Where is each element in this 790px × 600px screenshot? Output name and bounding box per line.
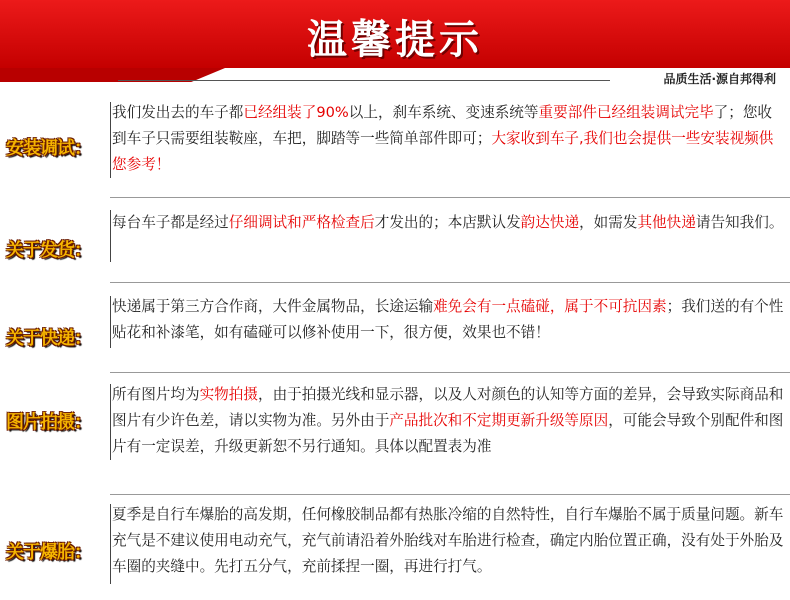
- section-install: [0, 100, 790, 200]
- section-text: 夏季是自行车爆胎的高发期，任何橡胶制品都有热胀冷缩的自然特性，自行车爆胎不属于质量问题。新车充气是不建议使用电动充气，充气前请沿着外胎线对车胎进行检查，确定内胎位置正确，没有处于外胎及车圈的夹缝中。先打五分气，充前揉捏一圈，再进行打气。: [112, 506, 784, 575]
- section-divider: [110, 102, 111, 178]
- section-courier: [0, 294, 790, 374]
- section-separator: [110, 282, 790, 283]
- section-text: 快递属于第三方合作商，大件金属物品，长途运输难免会有一点磕碰，属于不可抗因素；我们送的有个性贴花和补漆笔，如有磕碰可以修补使用一下，很方便，效果也不错！: [112, 298, 784, 341]
- section-label: 关于快递：: [6, 328, 91, 349]
- section-divider: [110, 296, 111, 348]
- section-label: 关于发货：: [6, 240, 91, 261]
- section-divider: [110, 210, 111, 262]
- section-shipping: [0, 208, 790, 288]
- page-title: 温馨提示: [307, 17, 483, 63]
- title-banner: [0, 0, 790, 68]
- section-tire: [0, 502, 790, 596]
- section-text: 我们发出去的车子都已经组装了90%以上，刹车系统、变速系统等重要部件已经组装调试完毕了；您收到车子只需要组装鞍座，车把，脚踏等一些简单部件即可；大家收到车子,我们也会提供一些安装视频供您参考！: [112, 104, 774, 173]
- section-label: 关于爆胎：: [6, 542, 91, 563]
- section-separator: [110, 372, 790, 373]
- section-text: 每台车子都是经过仔细调试和严格检查后才发出的；本店默认发韵达快递，如需发其他快递请告知我们。: [112, 214, 784, 231]
- section-divider: [110, 384, 111, 460]
- section-separator: [110, 494, 790, 495]
- section-label: 安装调试：: [6, 138, 91, 159]
- section-separator: [110, 197, 790, 198]
- section-label: 图片拍摄：: [6, 412, 91, 433]
- slogan: 品质生活·源自邦得利: [663, 72, 776, 86]
- section-text: 所有图片均为实物拍摄，由于拍摄光线和显示器，以及人对颜色的认知等方面的差异，会导致实际商品和图片有少许色差，请以实物为准。另外由于产品批次和不定期更新升级等原因，可能会导致个别配件和图片有一定误差，升级更新恕不另行通知。具体以配置表为准: [112, 386, 784, 455]
- header-rule: [118, 80, 610, 81]
- section-photos: [0, 380, 790, 480]
- section-divider: [110, 504, 111, 584]
